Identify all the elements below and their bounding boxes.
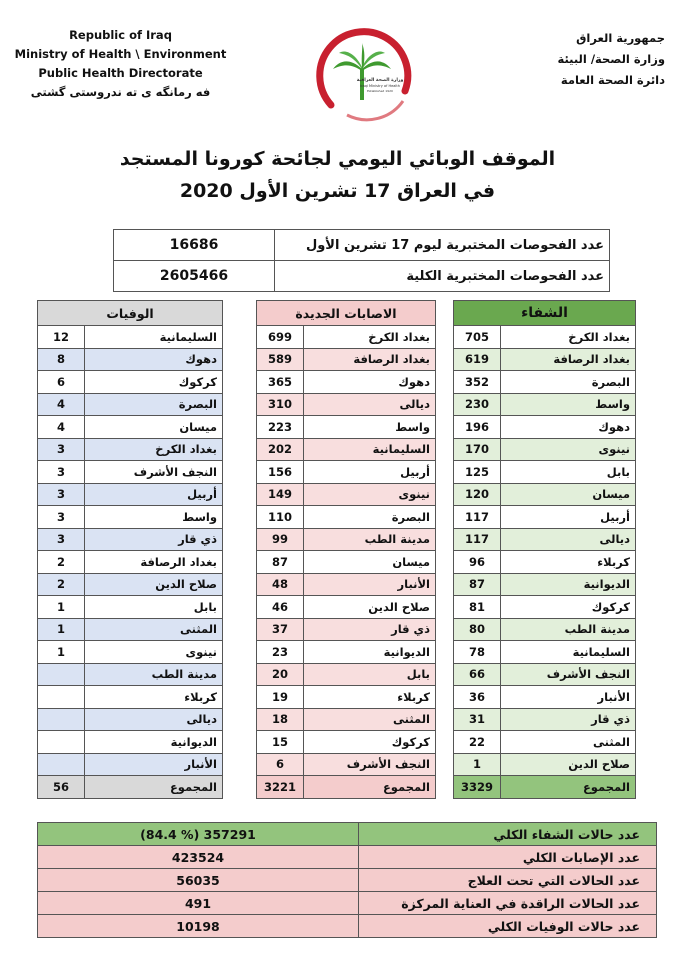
table-row xyxy=(257,686,436,709)
table-row xyxy=(257,708,436,731)
table-row xyxy=(38,708,223,731)
governorate-name: بابل xyxy=(501,461,636,484)
summary-label: عدد الحالات الراقدة في العناية المركزة xyxy=(359,892,657,915)
table-row xyxy=(454,348,636,371)
table-row xyxy=(38,753,223,776)
row-value: 230 xyxy=(454,393,501,416)
row-value: 12 xyxy=(38,326,85,349)
table-row xyxy=(257,416,436,439)
row-value: 4 xyxy=(38,393,85,416)
table-row xyxy=(454,731,636,754)
governorate-name: نينوى xyxy=(501,438,636,461)
governorate-name: الديوانية xyxy=(501,573,636,596)
summary-value: 423524 xyxy=(38,846,359,869)
table-row xyxy=(38,416,223,439)
row-value: 3 xyxy=(38,461,85,484)
total-value: 56 xyxy=(38,776,85,799)
table-row xyxy=(257,461,436,484)
row-value: 15 xyxy=(257,731,304,754)
table-row xyxy=(38,596,223,619)
table-row xyxy=(38,326,223,349)
row-value: 202 xyxy=(257,438,304,461)
table-row xyxy=(454,393,636,416)
row-value: 352 xyxy=(454,371,501,394)
logo-thin-arc xyxy=(347,101,403,120)
table-row xyxy=(38,573,223,596)
table-row xyxy=(454,573,636,596)
row-value xyxy=(38,708,85,731)
row-value: 37 xyxy=(257,618,304,641)
table-row xyxy=(454,596,636,619)
table-row xyxy=(257,663,436,686)
table-row xyxy=(454,326,636,349)
row-value: 149 xyxy=(257,483,304,506)
governorate-name: بغداد الكرخ xyxy=(304,326,436,349)
total-value: 3221 xyxy=(257,776,304,799)
table-row xyxy=(454,618,636,641)
total-label: المجموع xyxy=(501,776,636,799)
governorate-name: كربلاء xyxy=(501,551,636,574)
header-left-line: Republic of Iraq xyxy=(69,28,172,42)
summary-row xyxy=(38,846,657,869)
table-row xyxy=(257,731,436,754)
governorate-name: صلاح الدين xyxy=(85,573,223,596)
table-row xyxy=(38,641,223,664)
governorate-name: ميسان xyxy=(304,551,436,574)
row-value: 589 xyxy=(257,348,304,371)
row-value: 310 xyxy=(257,393,304,416)
summary-row xyxy=(38,915,657,938)
table-row xyxy=(38,393,223,416)
row-value: 20 xyxy=(257,663,304,686)
row-value: 110 xyxy=(257,506,304,529)
table-row xyxy=(257,438,436,461)
row-value: 2 xyxy=(38,573,85,596)
recovered-table xyxy=(453,300,636,799)
row-value: 156 xyxy=(257,461,304,484)
governorate-name: كركوك xyxy=(85,371,223,394)
header-right-line: دائرة الصحة العامة xyxy=(560,73,665,87)
row-value: 48 xyxy=(257,573,304,596)
governorate-name: الديوانية xyxy=(304,641,436,664)
table-row xyxy=(454,686,636,709)
daily-tests-label: عدد الفحوصات المختبرية ليوم 17 تشرين الأول xyxy=(275,230,610,261)
row-value: 170 xyxy=(454,438,501,461)
row-value: 80 xyxy=(454,618,501,641)
total-label: المجموع xyxy=(85,776,223,799)
row-value: 117 xyxy=(454,528,501,551)
table-row xyxy=(257,483,436,506)
governorate-name: دهوك xyxy=(85,348,223,371)
table-row xyxy=(38,438,223,461)
row-value: 1 xyxy=(38,596,85,619)
governorate-name: نينوى xyxy=(85,641,223,664)
deaths-table xyxy=(37,300,223,799)
governorate-name: واسط xyxy=(85,506,223,529)
governorate-name: دهوك xyxy=(501,416,636,439)
governorate-name: البصرة xyxy=(85,393,223,416)
daily-tests-value: 16686 xyxy=(114,230,275,261)
row-value: 81 xyxy=(454,596,501,619)
summary-value: 491 xyxy=(38,892,359,915)
row-value: 4 xyxy=(38,416,85,439)
total-value: 3329 xyxy=(454,776,501,799)
logo-caption-ar: وزارة الصحة العراقية xyxy=(356,78,404,83)
governorate-name: مدينة الطب xyxy=(304,528,436,551)
table-row xyxy=(454,663,636,686)
row-value: 8 xyxy=(38,348,85,371)
table-row xyxy=(257,573,436,596)
governorate-name: بغداد الرصافة xyxy=(501,348,636,371)
cases-header: الاصابات الجديدة xyxy=(257,301,436,326)
logo-established: Established 1920 xyxy=(367,89,393,93)
governorate-name: دهوك xyxy=(304,371,436,394)
table-row xyxy=(454,641,636,664)
governorate-name: نينوى xyxy=(304,483,436,506)
row-value: 87 xyxy=(257,551,304,574)
governorate-name: ذي قار xyxy=(304,618,436,641)
row-value: 619 xyxy=(454,348,501,371)
logo-caption-en: Iraqi Ministry of Health xyxy=(360,84,400,88)
governorate-name: بغداد الرصافة xyxy=(85,551,223,574)
table-row xyxy=(38,483,223,506)
table-row xyxy=(454,461,636,484)
recovered-header-row xyxy=(454,301,636,326)
row-value: 6 xyxy=(38,371,85,394)
row-value: 1 xyxy=(454,753,501,776)
row-value: 365 xyxy=(257,371,304,394)
governorate-name: ديالى xyxy=(501,528,636,551)
summary-value: (84.4 %) 357291 xyxy=(38,823,359,846)
governorate-name: صلاح الدين xyxy=(304,596,436,619)
row-value: 66 xyxy=(454,663,501,686)
row-value: 18 xyxy=(257,708,304,731)
row-value: 117 xyxy=(454,506,501,529)
row-value: 22 xyxy=(454,731,501,754)
report-date-line: في العراق 17 تشرين الأول 2020 xyxy=(179,180,496,202)
deaths-header: الوفيات xyxy=(38,301,223,326)
governorate-name: كركوك xyxy=(304,731,436,754)
governorate-name: بغداد الرصافة xyxy=(304,348,436,371)
row-value: 23 xyxy=(257,641,304,664)
table-row xyxy=(454,438,636,461)
governorate-name: السليمانية xyxy=(304,438,436,461)
table-row xyxy=(454,371,636,394)
summary-value: 56035 xyxy=(38,869,359,892)
governorate-name: الأنبار xyxy=(85,753,223,776)
row-value: 3 xyxy=(38,483,85,506)
governorate-name: بابل xyxy=(85,596,223,619)
table-row xyxy=(454,708,636,731)
recovered-header: الشفاء xyxy=(454,301,636,326)
table-row xyxy=(114,230,610,261)
governorate-name: المثنى xyxy=(501,731,636,754)
table-row xyxy=(38,348,223,371)
table-row xyxy=(38,618,223,641)
table-row xyxy=(38,371,223,394)
row-value: 36 xyxy=(454,686,501,709)
table-row xyxy=(38,686,223,709)
row-value: 96 xyxy=(454,551,501,574)
table-row xyxy=(257,528,436,551)
row-value: 3 xyxy=(38,506,85,529)
table-row xyxy=(257,596,436,619)
row-value: 3 xyxy=(38,438,85,461)
table-row xyxy=(38,731,223,754)
summary-row xyxy=(38,892,657,915)
total-row xyxy=(38,776,223,799)
governorate-name: الأنبار xyxy=(304,573,436,596)
summary-label: عدد الإصابات الكلي xyxy=(359,846,657,869)
row-value xyxy=(38,731,85,754)
summary-value: 10198 xyxy=(38,915,359,938)
row-value: 19 xyxy=(257,686,304,709)
governorate-name: أربيل xyxy=(501,506,636,529)
deaths-header-row xyxy=(38,301,223,326)
row-value: 705 xyxy=(454,326,501,349)
row-value: 31 xyxy=(454,708,501,731)
governorate-name: الأنبار xyxy=(501,686,636,709)
governorate-name: ذي قار xyxy=(501,708,636,731)
table-row xyxy=(257,506,436,529)
governorate-name: البصرة xyxy=(501,371,636,394)
governorate-name: البصرة xyxy=(304,506,436,529)
table-row xyxy=(257,753,436,776)
header-left-line: Public Health Directorate xyxy=(38,66,203,80)
table-row xyxy=(257,393,436,416)
table-row xyxy=(38,461,223,484)
row-value: 223 xyxy=(257,416,304,439)
table-row xyxy=(38,663,223,686)
row-value: 3 xyxy=(38,528,85,551)
summary-row xyxy=(38,869,657,892)
governorate-name: ميسان xyxy=(85,416,223,439)
governorate-name: ديالى xyxy=(304,393,436,416)
table-row xyxy=(257,618,436,641)
row-value: 1 xyxy=(38,618,85,641)
governorate-name: بغداد الكرخ xyxy=(85,438,223,461)
governorate-name: السليمانية xyxy=(501,641,636,664)
governorate-name: ذي قار xyxy=(85,528,223,551)
governorate-name: الديوانية xyxy=(85,731,223,754)
row-value xyxy=(38,753,85,776)
table-row xyxy=(454,551,636,574)
governorate-name: المثنى xyxy=(85,618,223,641)
governorate-name: واسط xyxy=(304,416,436,439)
header-left-block xyxy=(8,26,233,102)
row-value: 6 xyxy=(257,753,304,776)
table-row xyxy=(38,506,223,529)
governorate-name: كربلاء xyxy=(304,686,436,709)
governorate-name: بغداد الكرخ xyxy=(501,326,636,349)
table-row xyxy=(38,551,223,574)
table-row xyxy=(454,528,636,551)
row-value: 699 xyxy=(257,326,304,349)
table-row xyxy=(38,528,223,551)
summary-label: عدد الحالات التي تحت العلاج xyxy=(359,869,657,892)
governorate-name: بابل xyxy=(304,663,436,686)
header-right-line: وزارة الصحة/ البيئة xyxy=(557,52,665,66)
row-value xyxy=(38,686,85,709)
governorate-name: مدينة الطب xyxy=(501,618,636,641)
lab-tests-table xyxy=(113,229,610,292)
header-right-block xyxy=(525,28,665,91)
governorate-name: النجف الأشرف xyxy=(501,663,636,686)
table-row xyxy=(454,753,636,776)
header-right-line: جمهورية العراق xyxy=(576,31,665,45)
header-left-line: Ministry of Health \ Environment xyxy=(14,47,227,61)
cases-header-row xyxy=(257,301,436,326)
table-row xyxy=(257,641,436,664)
ministry-logo xyxy=(305,13,420,128)
table-row xyxy=(257,348,436,371)
governorate-name: النجف الأشرف xyxy=(85,461,223,484)
governorate-name: المثنى xyxy=(304,708,436,731)
row-value: 87 xyxy=(454,573,501,596)
table-row xyxy=(114,261,610,292)
governorate-name: صلاح الدين xyxy=(501,753,636,776)
total-row xyxy=(257,776,436,799)
total-tests-label: عدد الفحوصات المختبرية الكلية xyxy=(275,261,610,292)
governorate-name: مدينة الطب xyxy=(85,663,223,686)
row-value: 99 xyxy=(257,528,304,551)
new-cases-table xyxy=(256,300,436,799)
governorate-name: السليمانية xyxy=(85,326,223,349)
governorate-name: أربيل xyxy=(304,461,436,484)
total-label: المجموع xyxy=(304,776,436,799)
row-value: 196 xyxy=(454,416,501,439)
row-value: 78 xyxy=(454,641,501,664)
governorate-name: كربلاء xyxy=(85,686,223,709)
governorate-name: ديالى xyxy=(85,708,223,731)
row-value: 1 xyxy=(38,641,85,664)
row-value: 125 xyxy=(454,461,501,484)
row-value: 46 xyxy=(257,596,304,619)
total-tests-value: 2605466 xyxy=(114,261,275,292)
governorate-name: كركوك xyxy=(501,596,636,619)
table-row xyxy=(257,326,436,349)
summary-label: عدد حالات الوفيات الكلي xyxy=(359,915,657,938)
governorate-name: أربيل xyxy=(85,483,223,506)
table-row xyxy=(454,483,636,506)
table-row xyxy=(454,416,636,439)
summary-row xyxy=(38,823,657,846)
total-row xyxy=(454,776,636,799)
row-value: 2 xyxy=(38,551,85,574)
report-title: الموقف الوبائي اليومي لجائحة كورونا المستجد xyxy=(119,148,556,170)
table-row xyxy=(454,506,636,529)
governorate-name: واسط xyxy=(501,393,636,416)
row-value: 120 xyxy=(454,483,501,506)
governorate-name: النجف الأشرف xyxy=(304,753,436,776)
row-value xyxy=(38,663,85,686)
summary-table xyxy=(37,822,657,938)
governorate-name: ميسان xyxy=(501,483,636,506)
table-row xyxy=(257,371,436,394)
summary-label: عدد حالات الشفاء الكلي xyxy=(359,823,657,846)
header-left-line: فه رمانگه ى ته ندروستى گشتى xyxy=(30,85,211,99)
table-row xyxy=(257,551,436,574)
